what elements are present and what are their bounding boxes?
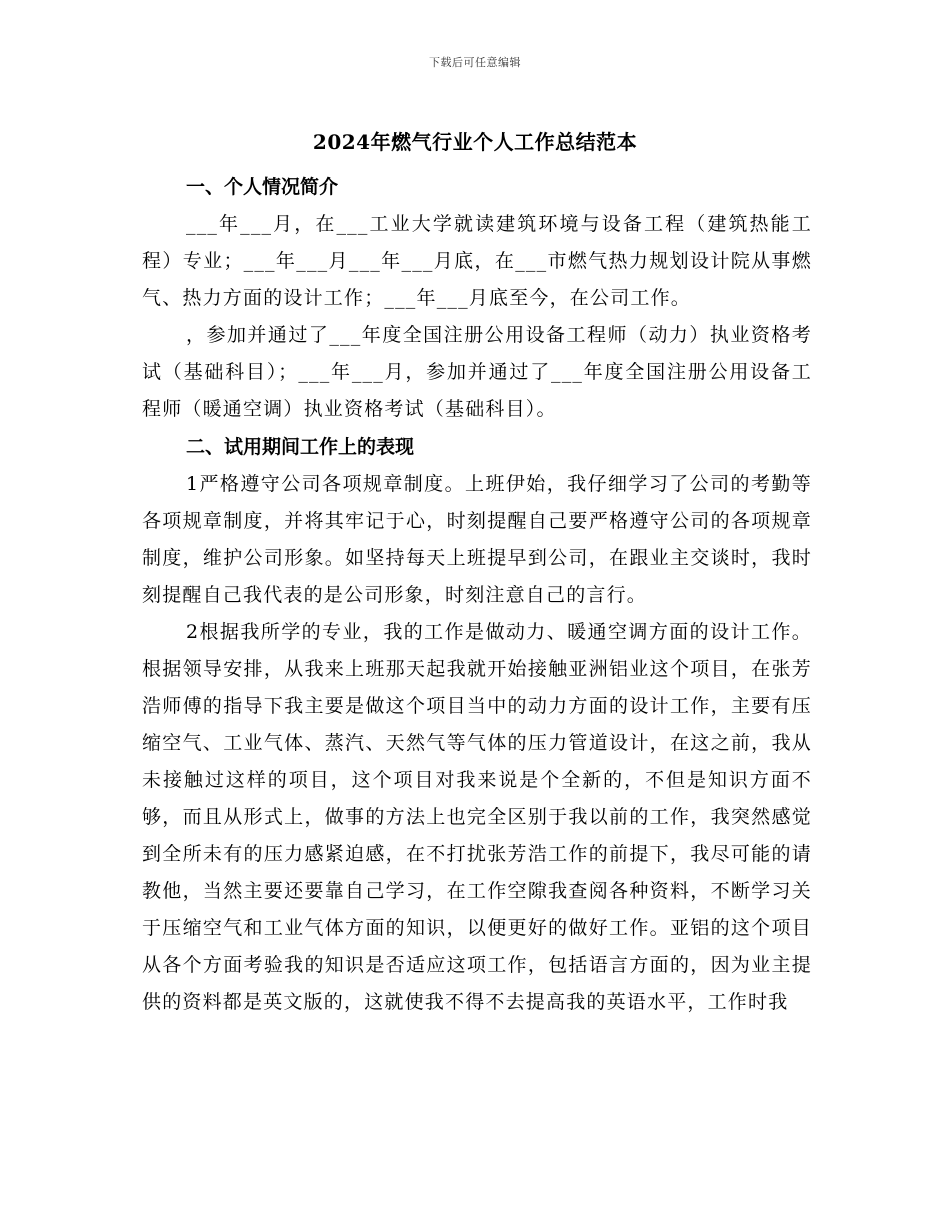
section-heading-personal-info: 一、个人情况简介 — [186, 176, 339, 198]
section-heading-probation-performance: 二、试用期间工作上的表现 — [186, 436, 415, 458]
document-title: 2024年燃气行业个人工作总结范本 — [312, 130, 638, 154]
document-body — [142, 168, 812, 1021]
paragraph-education-history: ___年___月，在___工业大学就读建筑环境与设备工程（建筑热能工程）专业；___年___月___年___月底，在___市燃气热力规划设计院从事燃气、热力方面的设计工作；___年___月底至今，在公司工作。 — [142, 213, 812, 309]
paragraph-rules-compliance: 1严格遵守公司各项规章制度。上班伊始，我仔细学习了公司的考勤等各项规章制度，并将其牢记于心，时刻提醒自己要严格遵守公司的各项规章制度，维护公司形象。如坚持每天上班提早到公司，在跟业主交谈时，我时刻提醒自己我代表的是公司形象，时刻注意自己的言行。 — [142, 473, 812, 606]
page-header-note: 下载后可任意编辑 — [429, 56, 521, 69]
paragraph-certification: ，参加并通过了___年度全国注册公用设备工程师（动力）执业资格考试（基础科目）；___年___月，参加并通过了___年度全国注册公用设备工程师（暖通空调）执业资格考试（基础科目）。 — [142, 324, 812, 420]
paragraph-design-work: 2根据我所学的专业，我的工作是做动力、暖通空调方面的设计工作。根据领导安排，从我来上班那天起我就开始接触亚洲铝业这个项目，在张芳浩师傅的指导下我主要是做这个项目当中的动力方面的设计工作，主要有压缩空气、工业气体、蒸汽、天然气等气体的压力管道设计，在这之前，我从未接触过这样的项目，这个项目对我来说是个全新的，不但是知识方面不够，而且从形式上，做事的方法上也完全区别于我以前的工作，我突然感觉到全所未有的压力感紧迫感，在不打扰张芳浩工作的前提下，我尽可能的请教他，当然主要还要靠自己学习，在工作空隙我查阅各种资料，不断学习关于压缩空气和工业气体方面的知识，以便更好的做好工作。亚铝的这个项目从各个方面考验我的知识是否适应这项工作，包括语言方面的，因为业主提供的资料都是英文版的，这就使我不得不去提高我的英语水平，工作时我 — [142, 621, 812, 1013]
